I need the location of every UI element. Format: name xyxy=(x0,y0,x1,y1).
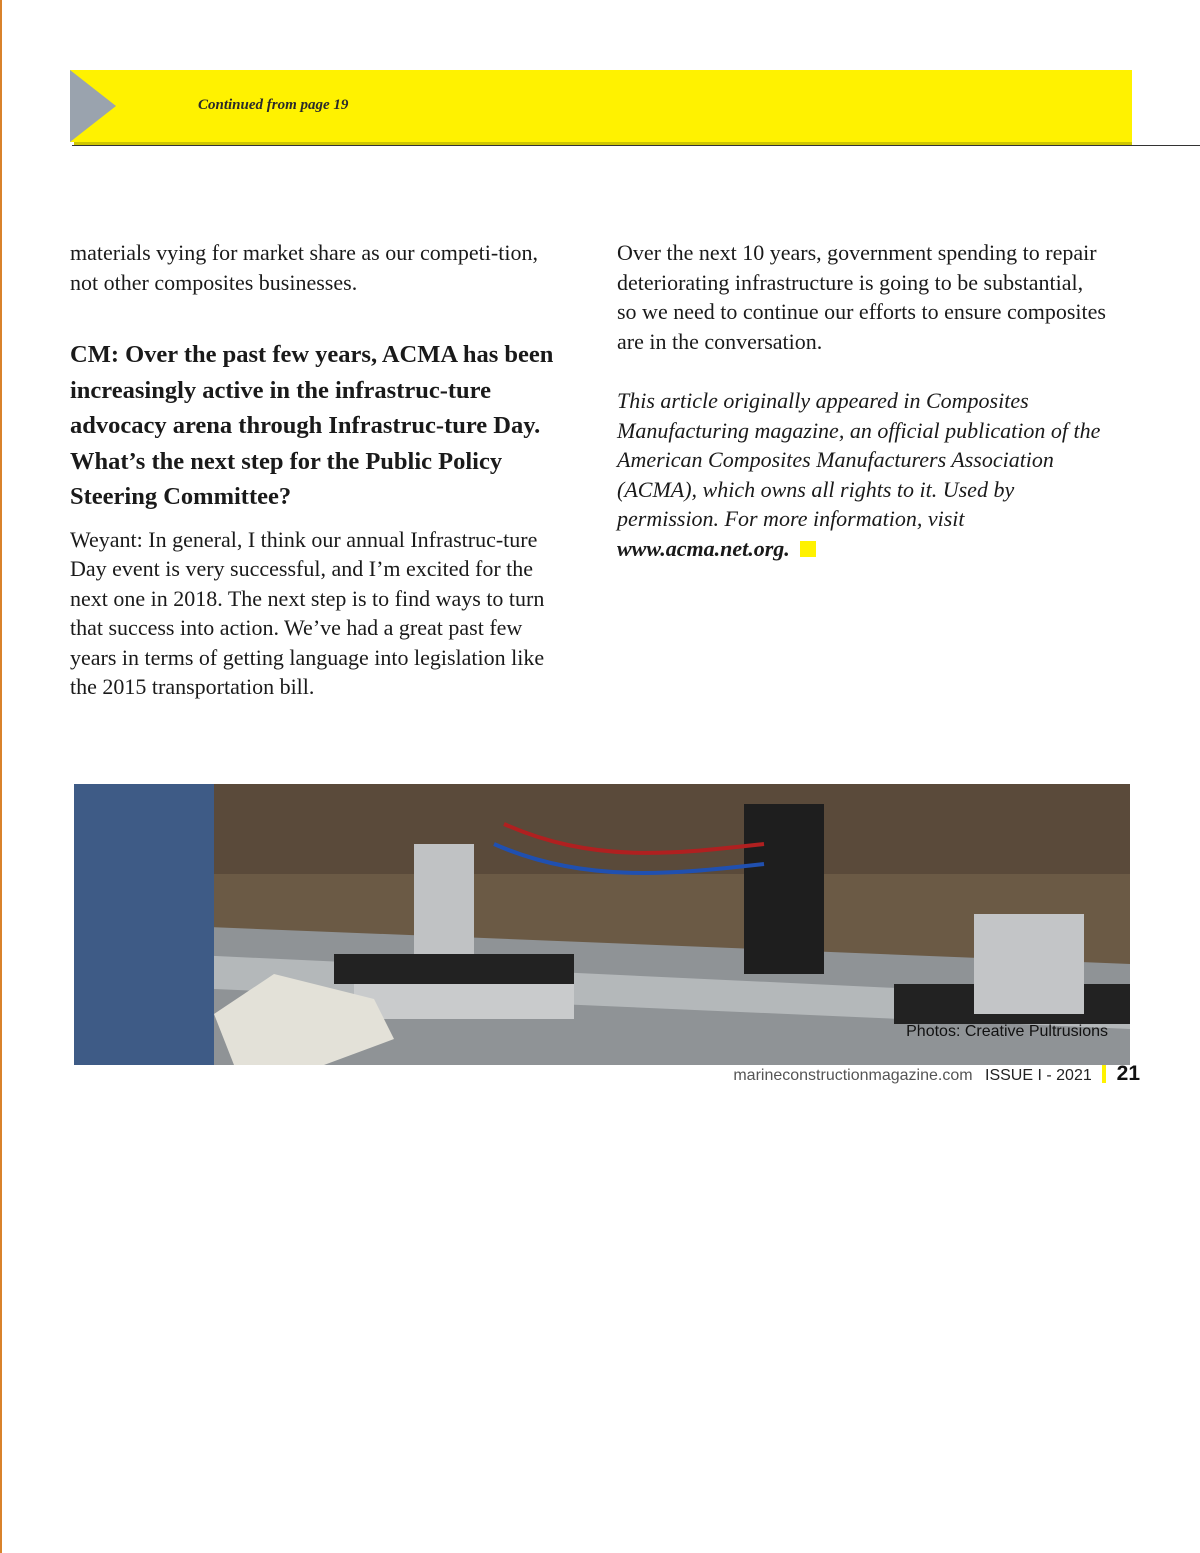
paragraph: materials vying for market share as our competi-tion, not other composites businesses. xyxy=(70,240,538,295)
permission-note xyxy=(617,386,1107,563)
arrow-icon xyxy=(70,70,116,142)
article-photo xyxy=(74,784,1130,1065)
website-label: marineconstructionmagazine.com xyxy=(733,1067,973,1084)
footer-separator xyxy=(1102,1065,1106,1083)
continued-banner xyxy=(70,70,1132,143)
end-of-article-mark xyxy=(800,541,816,557)
left-column xyxy=(70,238,560,702)
photo-credit: Photos: Creative Pultrusions xyxy=(906,1023,1108,1040)
continued-from-label: Continued from page 19 xyxy=(198,97,349,113)
paragraph: Over the next 10 years, government spending to repair deteriorating infrastructure is going to be substantial, so we need to continue our efforts to ensure composites are in the conversation. xyxy=(617,240,1106,354)
permission-note-text: This article originally appeared in Composites Manufacturing magazine, an official publication of the American Composites Manufacturers Association (ACMA), which owns all rights to it. Used by permission. For more information, visit xyxy=(617,388,1101,531)
acma-link[interactable]: www.acma.net.org. xyxy=(617,535,790,561)
page-footer xyxy=(733,1062,1140,1086)
right-column xyxy=(617,238,1107,563)
header-rule xyxy=(72,145,1200,146)
issue-label: ISSUE I - 2021 xyxy=(985,1067,1092,1084)
page-edge-line xyxy=(0,0,2,1553)
interview-question: CM: Over the past few years, ACMA has been increasingly active in the infrastruc-ture advocacy arena through Infrastruc-ture Day. What’s the next step for the Public Policy Steering Committee? xyxy=(70,341,554,510)
interview-answer: Weyant: In general, I think our annual Infrastruc-ture Day event is very successful, and I’m excited for the next one in 2018. The next step is to find ways to turn that success into action. We’ve had a great past few years in terms of getting language into legislation like the 2015 transportation bill. xyxy=(70,526,545,699)
page-number: 21 xyxy=(1116,1062,1140,1085)
